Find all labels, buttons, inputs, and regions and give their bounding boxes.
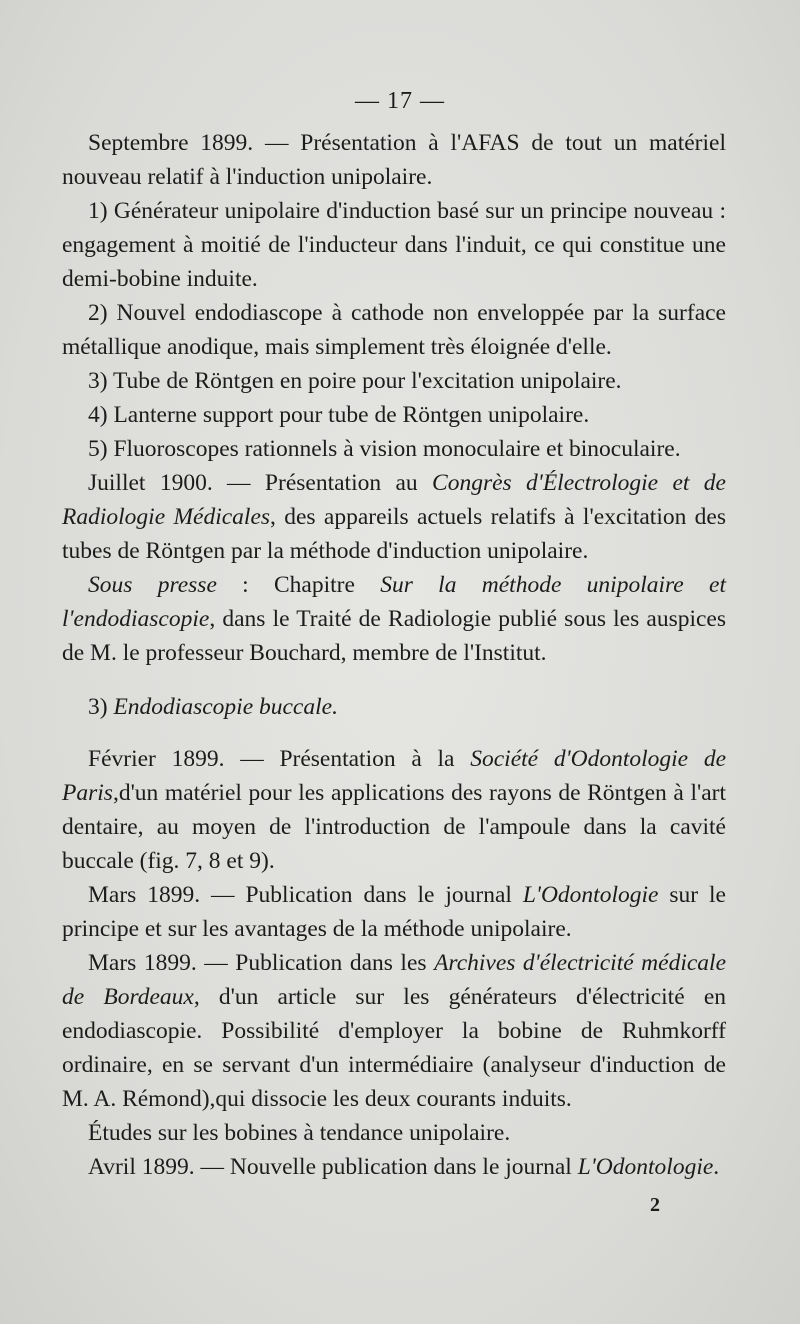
chapter-title: Sur la méthode unipolaire et l'endodiascopie [62,572,726,632]
paragraph-juillet-1900 [62,466,726,568]
journal-title: L'Odontologie [522,882,659,908]
signature-mark: 2 [650,1194,660,1216]
paragraph-text: , des appareils actuels relatifs à l'excitation des tubes de Röntgen par la méthode d'induction unipolaire. [62,504,727,564]
paragraph-text: Études sur les bobines à tendance unipolaire. [88,1120,511,1146]
paragraph-text: Septembre 1899. — Présentation à l'AFAS de tout un matériel nouveau relatif à l'induction unipolaire. [62,130,726,190]
paragraph-text: sur le principe et sur les avantages de la méthode unipolaire. [62,882,726,942]
paragraph-text: ,d'un matériel pour les applications des rayons de Röntgen à l'art dentaire, au moyen de l'introduction de l'ampoule dans la cavité buccale (fig. 7, 8 et 9). [62,780,726,874]
sous-presse-label: Sous presse [88,572,217,598]
paragraph-text: 3) Tube de Röntgen en poire pour l'excitation unipolaire. [88,368,622,394]
paragraph-mars-1899-b [62,946,726,1116]
paragraph-text: 1) Générateur unipolaire d'induction basé sur un principe nouveau : engagement à moitié de l'inducteur dans l'induit, ce qui constitue une demi-bobine induite. [62,198,726,292]
paragraph-text: Mars 1899. — Publication dans les [88,950,435,976]
paragraph-text: Juillet 1900. — Présentation au [88,470,433,496]
archives-title: Archives d'électricité médicale de Bordeaux [62,950,726,1010]
paragraph-mars-1899-a [62,878,726,946]
paragraph-text: Février 1899. — Présentation à la [88,746,471,772]
paragraph-text: Mars 1899. — Publication dans le journal [88,882,523,908]
paragraph-etudes [62,1116,726,1150]
paragraph-item-1 [62,194,726,296]
section-number: 3) [88,694,114,720]
paragraph-text: , dans le Traité de Radiologie publié sous les auspices de M. le professeur Bouchard, membre de l'Institut. [62,606,726,666]
paragraph-sous-presse [62,568,726,670]
journal-title: L'Odontologie [577,1154,714,1180]
paragraph-text: Avril 1899. — Nouvelle publication dans le journal [88,1154,578,1180]
paragraph-septembre-1899 [62,126,726,194]
congress-title: Congrès d'Électrologie et de Radiologie Médicales [62,470,726,530]
section-heading [62,690,726,724]
paragraph-avril-1899 [62,1150,726,1184]
paragraph-item-5 [62,432,726,466]
paragraph-text: . [713,1154,720,1180]
society-title: Société d'Odontologie de Paris [62,746,727,806]
body-text [62,126,726,1184]
paragraph-text: , d'un article sur les générateurs d'électricité en endodiascopie. Possibilité d'employer la bobine de Ruhmkorff ordinaire, en se servant d'un intermédiaire (analyseur d'induction de M. A. Rémond),qui dissocie les deux courants induits. [62,984,726,1112]
paragraph-item-3 [62,364,726,398]
paragraph-fevrier-1899 [62,742,726,878]
paragraph-text: 2) Nouvel endodiascope à cathode non enveloppée par la surface métallique anodique, mais simplement très éloignée d'elle. [62,300,726,360]
paragraph-text: 4) Lanterne support pour tube de Röntgen unipolaire. [88,402,590,428]
paragraph-text: : Chapitre [216,572,381,598]
section-title: Endodiascopie buccale. [113,694,338,720]
paragraph-text: 5) Fluoroscopes rationnels à vision monoculaire et binoculaire. [88,436,681,462]
paragraph-item-4 [62,398,726,432]
paragraph-item-2 [62,296,726,364]
page-number: — 17 — [355,88,445,114]
